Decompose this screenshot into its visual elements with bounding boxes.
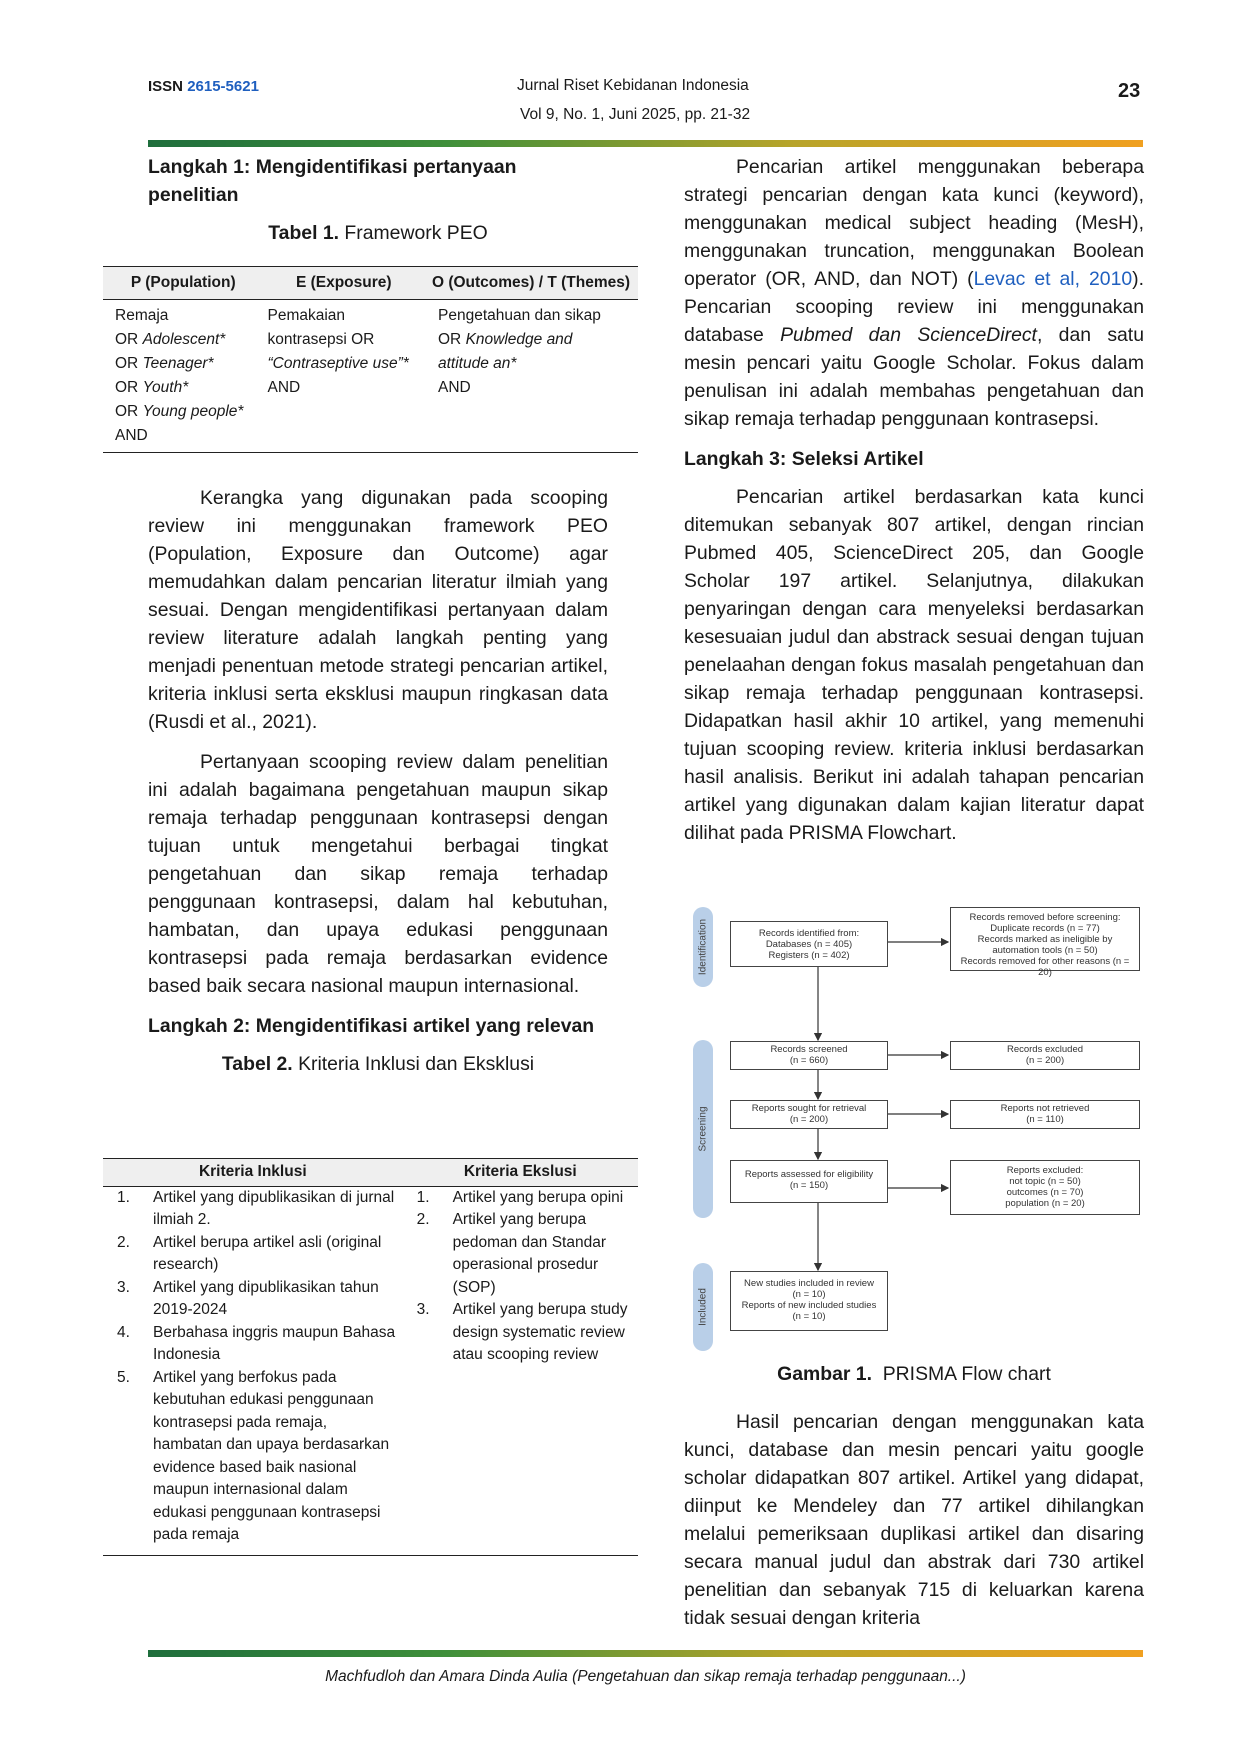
box-reports-not-retrieved: Reports not retrieved (n = 110) [950,1100,1140,1129]
left-paragraph-2: Pertanyaan scooping review dalam penelitian ini adalah bagaimana pengetahuan maupun sikap remaja terhadap penggunaan kontrasepsi dengan tujuan untuk mengetahui berbagai tingkat pengetahuan dan sikap remaja terhadap penggunaan kontrasepsi, dalam hal kebutuhan, hambatan, dan upaya edukasi penggunaan kontrasepsi pada remaja berdasarkan evidence based baik secara nasional maupun internasional. [148,751,608,997]
header-rule [148,140,1143,147]
issn-number[interactable]: 2615-5621 [187,78,259,95]
citation-link[interactable]: Levac et al, 2010 [973,268,1133,290]
box-reports-assessed: Reports assessed for eligibility (n = 150) [730,1160,888,1203]
journal-title: Jurnal Riset Kebidanan Indonesia [517,77,749,94]
inclusion-item: 1. Artikel yang dipublikasikan di jurnal ilmiah 2. [117,1188,395,1228]
table1-header-p: P (Population) [103,267,264,300]
table1-header-o: O (Outcomes) / T (Themes) [424,267,638,300]
box-records-excluded: Records excluded (n = 200) [950,1041,1140,1070]
box-reports-excluded: Reports excluded: not topic (n = 50) outcomes (n = 70) population (n = 20) [950,1160,1140,1215]
table2-caption: Tabel 2. Kriteria Inklusi dan Eksklusi [221,1053,535,1075]
right-paragraph-1: Pencarian artikel menggunakan beberapa strategi pencarian dengan kata kunci (keyword), menggunakan medical subject heading (MesH), menggunakan truncation, menggunakan Boolean operator (OR, AND, dan NOT) (Levac et al, 2010). Pencarian scooping review ini menggunakan database Pubmed dan ScienceDirect, dan satu mesin pencari yaitu Google Scholar. Fokus dalam penulisan ini adalah membahas pengetahuan dan sikap remaja terhadap penggunaan kontrasepsi. [684,156,1144,430]
footer-rule [148,1650,1143,1657]
table1-header-e: E (Exposure) [264,267,425,300]
inclusion-item: 5. Artikel yang berfokus pada kebutuhan edukasi penggunaan kontrasepsi pada remaja, hambatan dan upaya berdasarkan evidence based baik nasional maupun internasional dalam edukasi penggunaan kontrasepsi pada remaja [117,1368,390,1543]
inclusion-item: 3. Artikel yang dipublikasikan tahun 2019-2024 [117,1278,379,1318]
phase-included: Included [693,1263,713,1351]
exclusion-list [403,1186,638,1555]
right-paragraph-2: Pencarian artikel berdasarkan kata kunci ditemukan sebanyak 807 artikel, dengan rincian Pubmed 405, ScienceDirect 205, dan Google Scholar 197 artikel. Selanjutnya, dilakukan penyaringan dengan cara menyeleksi berdasarkan kesesuaian judul dan abstrack sesuai dengan tujuan penelaahan dengan fokus masalah pengetahuan dan sikap remaja terhadap penggunaan kontrasepsi. Didapatkan hasil akhir 10 artikel, yang memenuhi tujuan scooping review. kriteria inklusi berdasarkan hasil analisis. Berikut ini adalah tahapan pencarian artikel yang digunakan dalam kajian literatur dapat dilihat pada PRISMA Flowchart. [684,486,1144,844]
right-column [684,153,1144,859]
table2-header-inclusion: Kriteria Inklusi [103,1159,403,1187]
table1-cell-e: Pemakaian kontrasepsi OR “Contraseptive use”* AND [264,300,425,453]
table2 [103,1158,638,1556]
right-column-lower [684,1360,1144,1644]
prisma-flowchart [690,905,1145,1355]
table2-header-exclusion: Kriteria Ekslusi [403,1159,638,1187]
issn: ISSN 2615-5621 [148,78,259,95]
inclusion-item: 2. Artikel berupa artikel asli (original research) [117,1233,382,1273]
step2-heading: Langkah 2: Mengidentifikasi artikel yang relevan [148,1015,595,1037]
box-studies-included: New studies included in review (n = 10) Reports of new included studies (n = 10) [730,1271,888,1331]
inclusion-item: 4. Berbahasa inggris maupun Bahasa Indonesia [117,1323,396,1363]
box-records-screened: Records screened (n = 660) [730,1041,888,1070]
journal-volume: Vol 9, No. 1, Juni 2025, pp. 21-32 [520,106,751,123]
footer-running-title: Machfudloh dan Amara Dinda Aulia (Pengetahuan dan sikap remaja terhadap penggunaan...) [325,1668,966,1685]
box-records-removed: Records removed before screening: Duplicate records (n = 77) Records marked as ineligible by automation tools (n = 50) Records removed for other reasons (n = 20) [950,907,1140,971]
table1-caption: Tabel 1. Framework PEO [268,222,488,244]
right-paragraph-3: Hasil pencarian dengan menggunakan kata kunci, database dan mesin pencari yaitu google scholar didapatkan 807 artikel. Artikel yang didapat, diinput ke Mendeley dan 77 artikel dihilangkan melalui pemeriksaan duplikasi artikel dan disaring secara manual judul dan abstrak dari 730 artikel penelitian dan sebanyak 715 di keluarkan karena tidak sesuai dengan kriteria [684,1411,1144,1629]
figure1-caption: Gambar 1. PRISMA Flow chart [777,1363,1051,1385]
table1 [103,266,638,453]
page-number: 23 [1118,80,1141,102]
table1-cell-p: Remaja OR Adolescent* OR Teenager* OR Youth* OR Young people* AND [103,300,264,453]
inclusion-list [103,1186,403,1555]
left-column-body [148,484,608,1090]
step3-heading: Langkah 3: Seleksi Artikel [684,448,924,470]
box-reports-sought: Reports sought for retrieval (n = 200) [730,1100,888,1129]
left-column [148,153,608,259]
exclusion-item: 1. Artikel yang berupa opini [416,1188,624,1206]
phase-identification: Identification [693,907,713,987]
exclusion-item: 3. Artikel yang berupa study design systematic review atau scooping review [416,1301,628,1363]
box-records-identified: Records identified from: Databases (n = 405) Registers (n = 402) [730,921,888,967]
table1-cell-o: Pengetahuan dan sikap OR Knowledge and attitude an* AND [424,300,638,453]
left-paragraph-1: Kerangka yang digunakan pada scooping review ini menggunakan framework PEO (Population, Exposure dan Outcome) agar memudahkan dalam pencarian literatur ilmiah yang sesuai. Dengan mengidentifikasi pertanyaan dalam review literature adalah langkah penting yang menjadi penentuan metode strategi pencarian artikel, kriteria inklusi serta eksklusi maupun ringkasan data (Rusdi et al., 2021). [148,487,608,733]
exclusion-item: 2. Artikel yang berupa pedoman dan Standar operasional prosedur (SOP) [416,1211,606,1296]
phase-screening: Screening [693,1040,713,1218]
step1-heading: Langkah 1: Mengidentifikasi pertanyaan penelitian [148,156,517,206]
